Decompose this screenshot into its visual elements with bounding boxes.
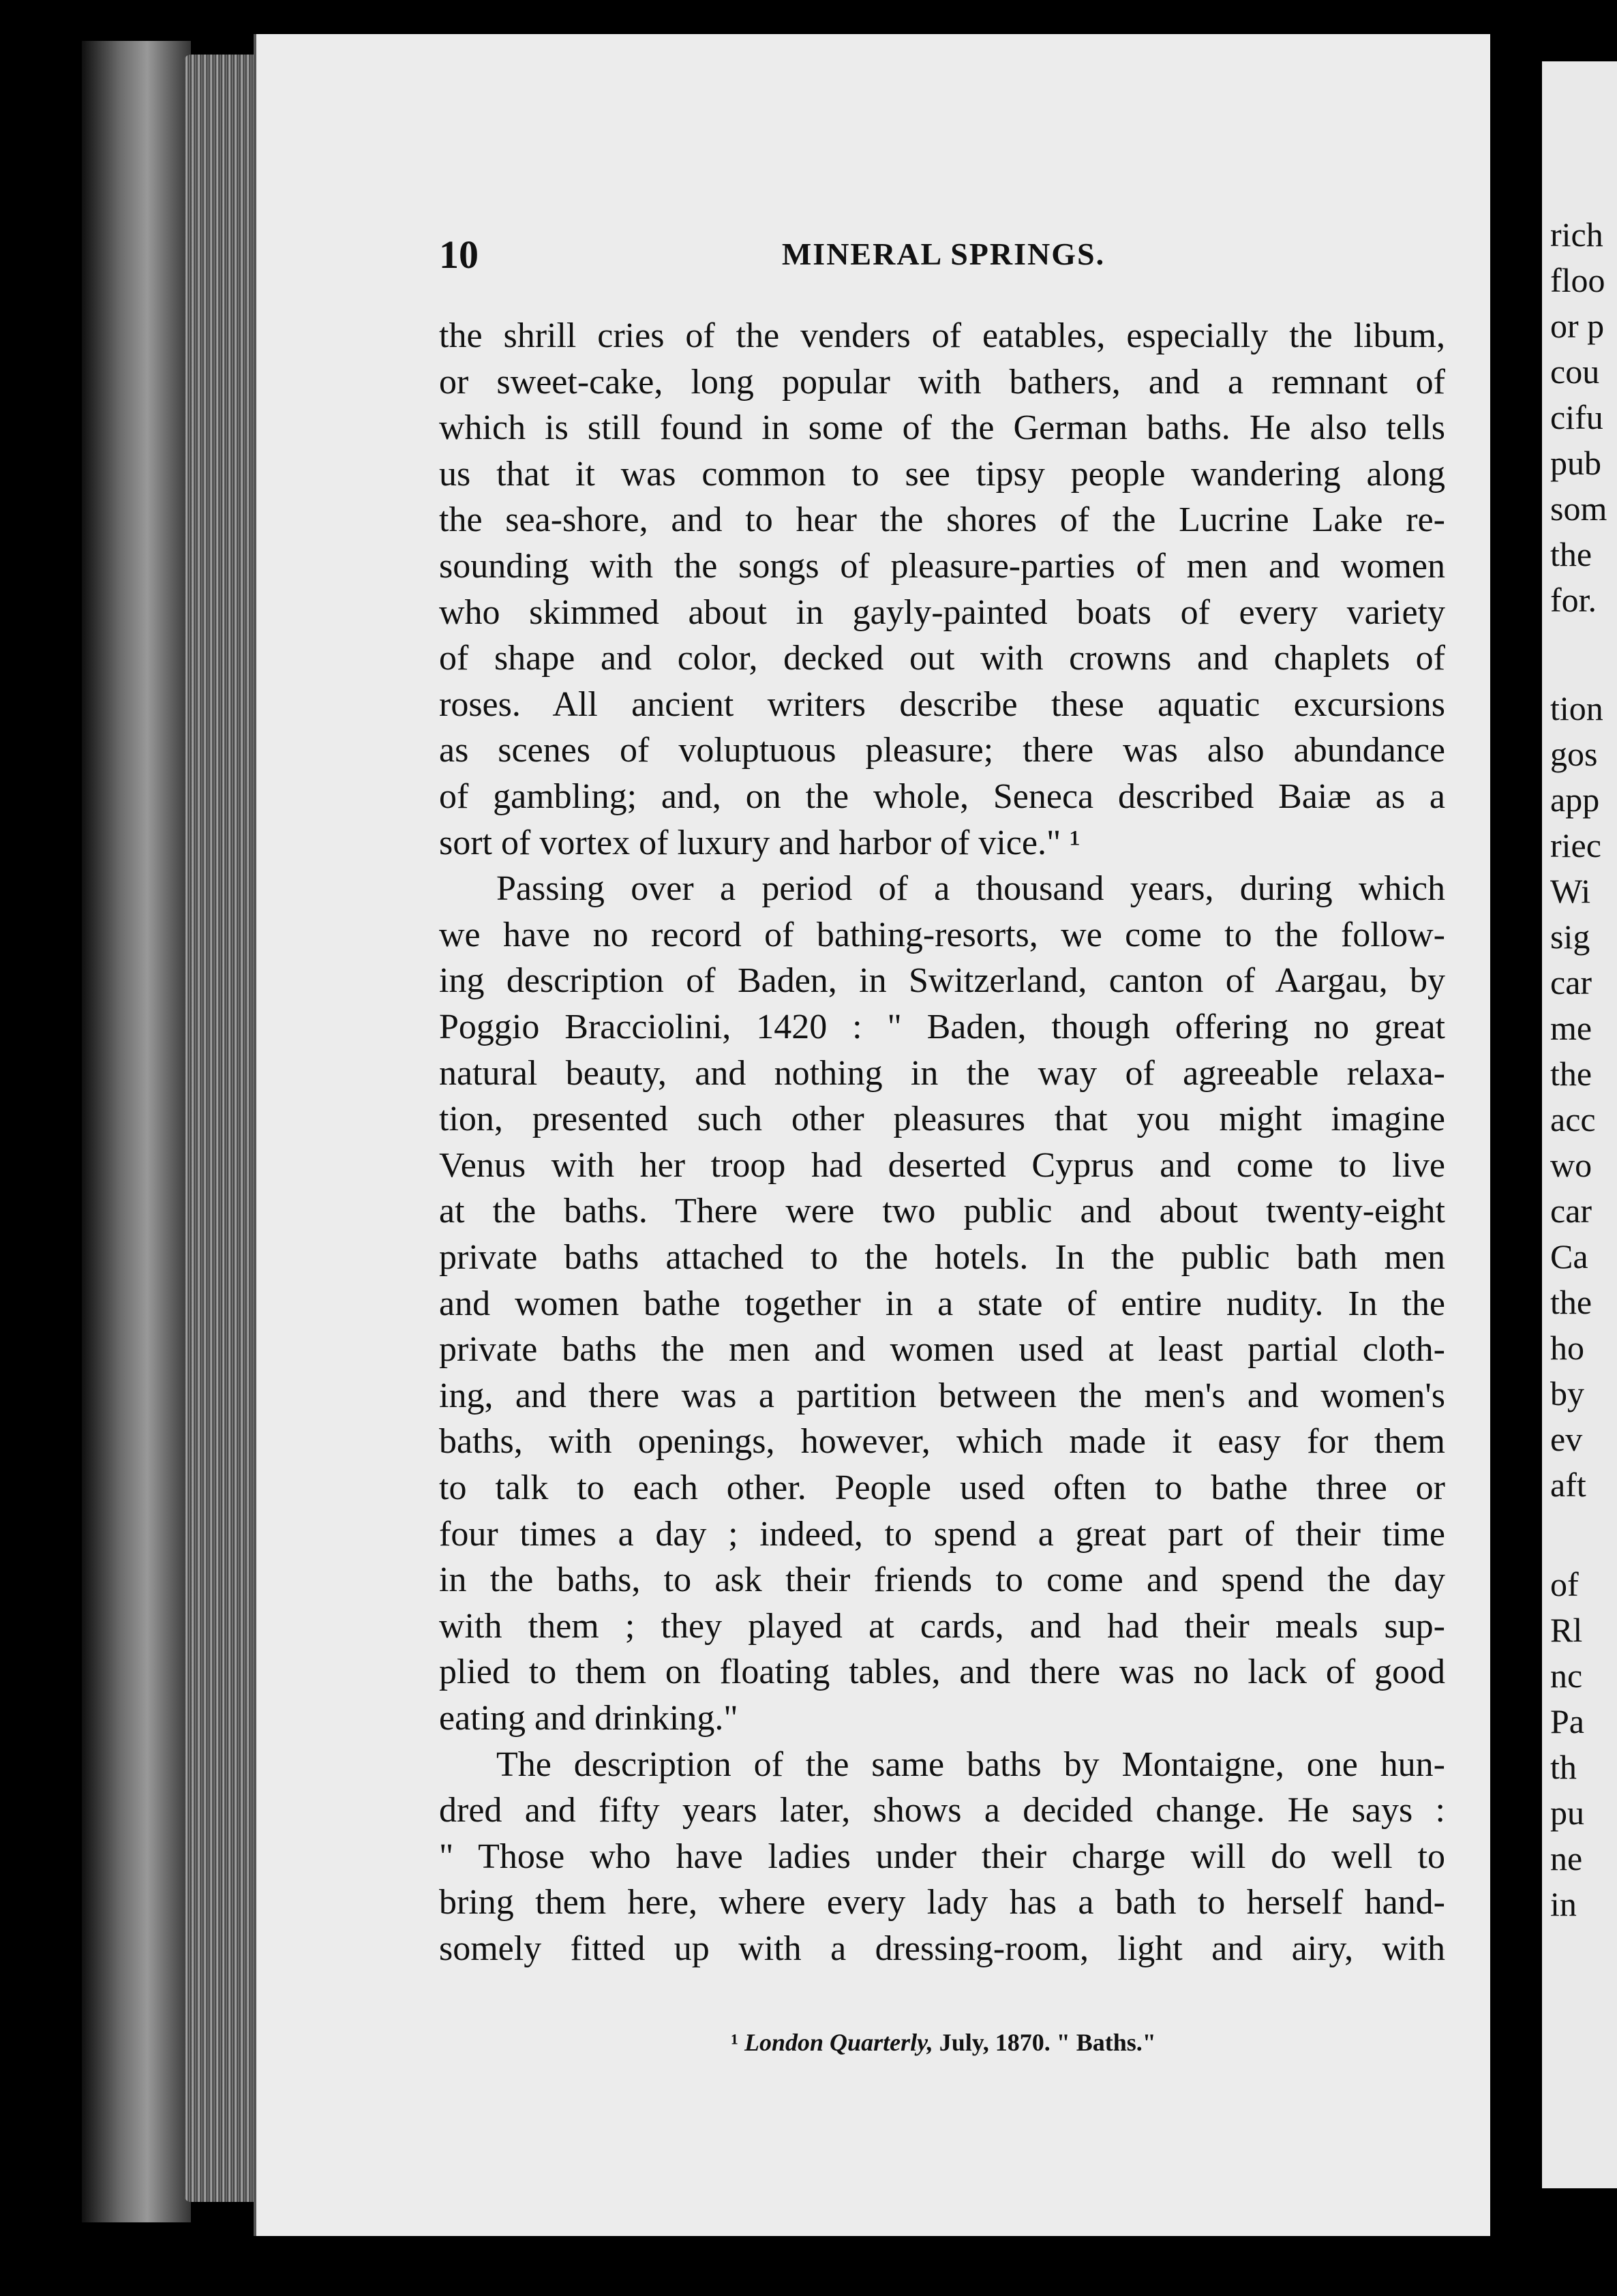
facing-page-fragment: riec	[1550, 826, 1601, 864]
text-line: Venus with her troop had deserted Cyprus and come to live	[439, 1145, 1445, 1185]
text-line: the sea-shore, and to hear the shores of the Lucrine Lake re-	[439, 500, 1445, 540]
text-line: at the baths. There were two public and about twenty-eight	[439, 1192, 1445, 1231]
text-line: which is still found in some of the German baths. He also tells	[439, 408, 1445, 448]
facing-page-fragment: tion	[1550, 689, 1603, 727]
book-page	[254, 34, 1490, 2236]
facing-page-fragment: in	[1550, 1885, 1577, 1923]
text-line: as scenes of voluptuous pleasure; there was also abundance	[439, 731, 1445, 770]
facing-page-fragment: me	[1550, 1009, 1592, 1047]
facing-page-fragment: sig	[1550, 918, 1590, 956]
text-line: and women bathe together in a state of entire nudity. In the	[439, 1284, 1445, 1323]
footnote-source: London Quarterly,	[744, 2029, 933, 2056]
footnote	[439, 2028, 1448, 2057]
facing-page-fragment: car	[1550, 1192, 1592, 1230]
text-line: or sweet-cake, long popular with bathers, and a remnant of	[439, 362, 1445, 402]
facing-page-fragment: by	[1550, 1374, 1584, 1413]
facing-page-fragment: pu	[1550, 1794, 1584, 1832]
text-line: somely fitted up with a dressing-room, light and airy, with	[439, 1929, 1445, 1968]
page-header	[439, 232, 1448, 286]
text-line: the shrill cries of the venders of eatables, especially the libum,	[439, 316, 1445, 355]
facing-page-fragment: Rl	[1550, 1611, 1583, 1649]
facing-page-fragment: nc	[1550, 1657, 1583, 1695]
text-line: of gambling; and, on the whole, Seneca described Baiæ as a	[439, 777, 1445, 816]
facing-page-fragment: app	[1550, 781, 1600, 819]
facing-page-fragment: cou	[1550, 352, 1600, 391]
page-number: 10	[439, 232, 479, 277]
text-line: with them ; they played at cards, and had their meals sup-	[439, 1606, 1445, 1646]
text-line: ing, and there was a partition between the men's and women's	[439, 1376, 1445, 1415]
facing-page-fragment: gos	[1550, 735, 1598, 773]
facing-page-fragment: Ca	[1550, 1237, 1588, 1275]
facing-page	[1542, 61, 1617, 2188]
facing-page-fragment: or p	[1550, 307, 1605, 345]
text-line: in the baths, to ask their friends to come and spend the day	[439, 1560, 1445, 1600]
facing-page-fragment: the	[1550, 535, 1592, 573]
facing-page-fragment: ne	[1550, 1839, 1583, 1877]
text-line: baths, with openings, however, which made it easy for them	[439, 1422, 1445, 1462]
facing-page-fragment: the	[1550, 1283, 1592, 1321]
page-stack-edge	[184, 55, 259, 2202]
facing-page-fragment: ho	[1550, 1329, 1584, 1367]
facing-page-fragment: pub	[1550, 444, 1601, 482]
text-line: us that it was common to see tipsy people wandering along	[439, 454, 1445, 494]
text-line: eating and drinking."	[439, 1699, 738, 1738]
facing-page-fragment: cifu	[1550, 398, 1603, 436]
text-line: bring them here, where every lady has a bath to herself hand-	[439, 1883, 1445, 1922]
text-line: The description of the same baths by Montaigne, one hun-	[496, 1744, 1445, 1784]
text-line: sort of vortex of luxury and harbor of vice." ¹	[439, 823, 1080, 862]
facing-page-fragment: rich	[1550, 215, 1603, 254]
facing-page-fragment: ev	[1550, 1420, 1583, 1458]
text-line: sounding with the songs of pleasure-parties of men and women	[439, 547, 1445, 586]
facing-page-fragment: Wi	[1550, 872, 1591, 910]
running-head: MINERAL SPRINGS.	[781, 237, 1106, 271]
footnote-marker: ¹	[731, 2029, 739, 2056]
facing-page-fragment: Pa	[1550, 1702, 1584, 1740]
text-line: plied to them on floating tables, and there was no lack of good	[439, 1652, 1445, 1692]
text-line: tion, presented such other pleasures that you might imagine	[439, 1100, 1445, 1139]
text-line: private baths attached to the hotels. In the public bath men	[439, 1238, 1445, 1277]
text-line: natural beauty, and nothing in the way of agreeable relaxa-	[439, 1053, 1445, 1093]
facing-page-fragment: aft	[1550, 1466, 1586, 1504]
text-line: dred and fifty years later, shows a decided change. He says :	[439, 1791, 1445, 1830]
text-line: " Those who have ladies under their charge will do well to	[439, 1837, 1445, 1876]
facing-page-fragment: floo	[1550, 261, 1605, 299]
facing-page-fragment: of	[1550, 1565, 1579, 1603]
text-line: who skimmed about in gayly-painted boats of every variety	[439, 592, 1445, 632]
text-line: private baths the men and women used at least partial cloth-	[439, 1330, 1445, 1370]
facing-page-fragment: som	[1550, 489, 1607, 528]
text-line: four times a day ; indeed, to spend a great part of their time	[439, 1514, 1445, 1554]
text-line: ing description of Baden, in Switzerland, canton of Aargau, by	[439, 961, 1445, 1001]
facing-page-fragment: car	[1550, 963, 1592, 1001]
facing-page-fragment: acc	[1550, 1100, 1596, 1138]
facing-page-fragment: the	[1550, 1055, 1592, 1093]
footnote-rest: July, 1870. " Baths."	[939, 2029, 1156, 2056]
facing-page-fragment: for.	[1550, 581, 1597, 619]
text-line: to talk to each other. People used often to bathe three or	[439, 1468, 1445, 1507]
facing-page-fragment: wo	[1550, 1146, 1592, 1184]
facing-page-fragment: th	[1550, 1748, 1577, 1786]
text-line: roses. All ancient writers describe these aquatic excursions	[439, 684, 1445, 724]
text-line: of shape and color, decked out with crowns and chaplets of	[439, 639, 1445, 678]
text-line: Poggio Bracciolini, 1420 : " Baden, though offering no great	[439, 1008, 1445, 1046]
book-edge-shadow	[82, 41, 191, 2222]
text-line: Passing over a period of a thousand years, during which	[496, 869, 1445, 909]
text-line: we have no record of bathing-resorts, we come to the follow-	[439, 915, 1445, 954]
